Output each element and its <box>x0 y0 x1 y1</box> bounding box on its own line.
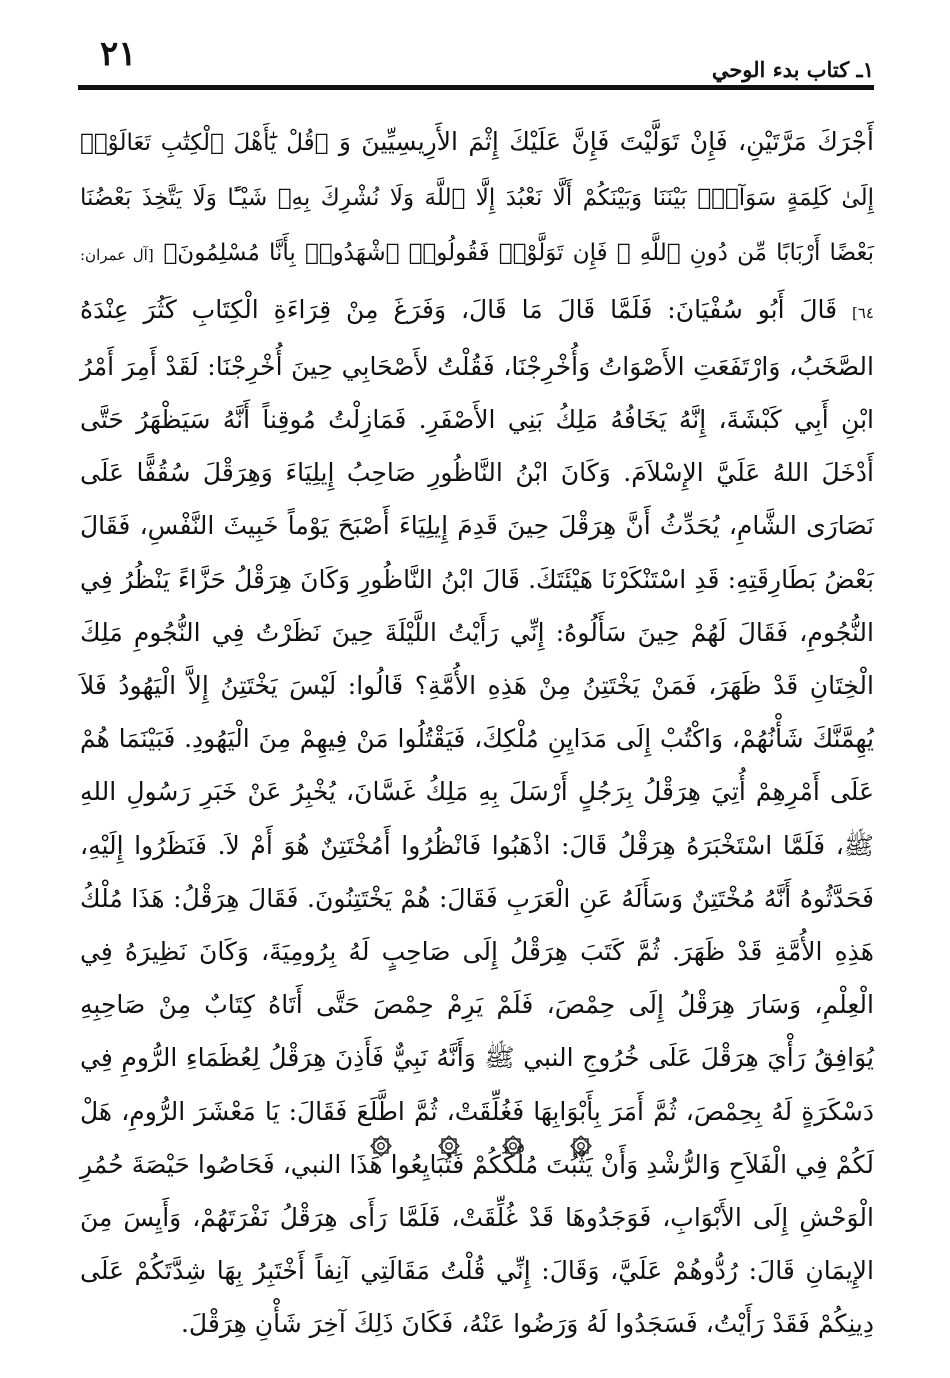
running-header <box>78 30 874 90</box>
quran-verse: ﴿قُلْ يَٰٓأَهْلَ ٱلْكِتَٰبِ تَعَالَوْا۟ إِلَىٰ كَلِمَةٍ سَوَآءٍۭ بَيْنَنَا وَبَيْنَكُمْ أَلَّا نَعْبُدَ إِلَّا ٱللَّهَ وَلَا نُشْرِكَ بِهِۦ شَيْـًٔا وَلَا يَتَّخِذَ بَعْضُنَا بَعْضًا أَرْبَابًا مِّن دُونِ ٱللَّهِ ۚ فَإِن تَوَلَّوْا۟ فَقُولُوا۟ ٱشْهَدُوا۟ بِأَنَّا مُسْلِمُونَ﴾ <box>80 130 875 267</box>
octagram-flower-ornament-icon <box>568 1133 594 1159</box>
octagram-flower-ornament-icon <box>500 1133 526 1159</box>
octagram-flower-ornament-icon <box>436 1133 462 1159</box>
text-segment-opening: أَجْرَكَ مَرَّتَيْنِ، فَإِنْ تَوَلَّيْتَ فَإِنَّ عَلَيْكَ إِثْمَ الأَرِيسِيِّينَ وَ <box>338 127 874 156</box>
hadith-text <box>80 115 874 1351</box>
chapter-title: ١ـ كتاب بدء الوحي <box>711 57 874 82</box>
end-ornaments <box>360 1133 600 1163</box>
page-number: ٢١ <box>100 34 137 74</box>
text-segment-main: قَالَ أَبُو سُفْيَانَ: فَلَمَّا قَالَ مَا قَالَ، وَفَرَغَ مِنْ قِرَاءَةِ الْكِتَابِ كَثُرَ عِنْدَهُ الصَّخَبُ، وَارْتَفَعَتِ الأَصْوَاتُ وَأُخْرِجْنَا، فَقُلْتُ لأَصْحَابِي حِينَ أُخْرِجْنَا: لَقَدْ أَمِرَ أَمْرُ ابْنِ أَبِي كَبْشَةَ، إِنَّهُ يَخَافُهُ مَلِكُ بَنِي الأَصْفَرِ. فَمَازِلْتُ مُوقِناً أَنَّهُ سَيَظْهَرُ حَتَّى أَدْخَلَ اللهُ عَلَيَّ الإِسْلاَمَ. وَكَانَ ابْنُ النَّاظُورِ صَاحِبُ إِيلِيَاءَ وَهِرَقْلَ سُقُفًّا عَلَى نَصَارَى الشَّامِ، يُحَدِّثُ أَنَّ هِرَقْلَ حِينَ قَدِمَ إِيلِيَاءَ أَصْبَحَ يَوْماً خَبِيثَ النَّفْسِ، فَقَالَ بَعْضُ بَطَارِقَتِهِ: قَدِ اسْتَنْكَرْنَا هَيْئَتَكَ. قَالَ ابْنُ النَّاظُورِ وَكَانَ هِرَقْلُ حَزَّاءً يَنْظُرُ فِي النُّجُومِ، فَقَالَ لَهُمْ حِينَ سَأَلُوهُ: إِنِّي رَأَيْتُ اللَّيْلَةَ حِينَ نَظَرْتُ فِي النُّجُومِ مَلِكَ الْخِتَانِ قَدْ ظَهَرَ، فَمَنْ يَخْتَتِنُ مِنْ هَذِهِ الأُمَّةِ؟ قَالُوا: لَيْسَ يَخْتَتِنُ إِلاَّ الْيَهُودُ فَلاَ يُهِمَّنَّكَ شَأْنُهُمْ، وَاكْتُبْ إِلَى مَدَايِنِ مُلْكِكَ، فَيَقْتُلُوا مَنْ فِيهِمْ مِنَ الْيَهُودِ. فَبَيْنَمَا هُمْ عَلَى أَمْرِهِمْ أُتِيَ هِرَقْلُ بِرَجُلٍ أَرْسَلَ بِهِ مَلِكُ غَسَّانَ، يُخْبِرُ عَنْ خَبَرِ رَسُولِ اللهِ ﷺ، فَلَمَّا اسْتَخْبَرَهُ هِرَقْلُ قَالَ: اذْهَبُوا فَانْظُرُوا أَمُخْتَتِنٌ هُوَ أَمْ لاَ. فَنَظَرُوا إِلَيْهِ، فَحَدَّثُوهُ أَنَّهُ مُخْتَتِنٌ وَسَأَلَهُ عَنِ الْعَرَبِ فَقَالَ: هُمْ يَخْتَتِنُونَ. فَقَالَ هِرَقْلُ: هَذَا مُلْكُ هَذِهِ الأُمَّةِ قَدْ ظَهَرَ. ثُمَّ كَتَبَ هِرَقْلُ إِلَى صَاحِبٍ لَهُ بِرُومِيَةَ، وَكَانَ نَظِيرَهُ فِي الْعِلْمِ، وَسَارَ هِرَقْلُ إِلَى حِمْصَ، فَلَمْ يَرِمْ حِمْصَ حَتَّى أَتَاهُ كِتَابٌ مِنْ صَاحِبِهِ يُوَافِقُ رَأْيَ هِرَقْلَ عَلَى خُرُوجِ النبي ﷺ وَأَنَّهُ نَبِيٌّ فَأَذِنَ هِرَقْلُ لِعُظَمَاءِ الرُّومِ فِي دَسْكَرَةٍ لَهُ بِحِمْصَ، ثُمَّ أَمَرَ بِأَبْوَابِهَا فَغُلِّقَتْ، ثُمَّ اطَّلَعَ فَقَالَ: يَا مَعْشَرَ الرُّومِ، هَلْ لَكُمْ فِي الْفَلاَحِ وَالرُّشْدِ وَأَنْ يَثْبُتَ مُلْكُكُمْ فَتُبَايِعُوا هَذَا النبي، فَحَاصُوا حَيْصَةَ حُمُرِ الْوَحْشِ إِلَى الأَبْوَابِ، فَوَجَدُوهَا قَدْ غُلِّقَتْ، فَلَمَّا رَأَى هِرَقْلُ نَفْرَتَهُمْ، وَأَيِسَ مِنَ الإِيمَانِ قَالَ: رُدُّوهُمْ عَلَيَّ، وَقَالَ: إِنِّي قُلْتُ مَقَالَتِي آنِفاً أَخْتَبِرُ بِهَا شِدَّتَكُمْ عَلَى دِينِكُمْ فَقَدْ رَأَيْتُ، فَسَجَدُوا لَهُ وَرَضُوا عَنْهُ، فَكَانَ ذَلِكَ آخِرَ شَأْنِ هِرَقْلَ. <box>80 294 874 1339</box>
verse-citation: [آل عمران: ٦٤] <box>80 246 874 322</box>
octagram-flower-ornament-icon <box>368 1133 394 1159</box>
header-rule <box>78 85 874 90</box>
